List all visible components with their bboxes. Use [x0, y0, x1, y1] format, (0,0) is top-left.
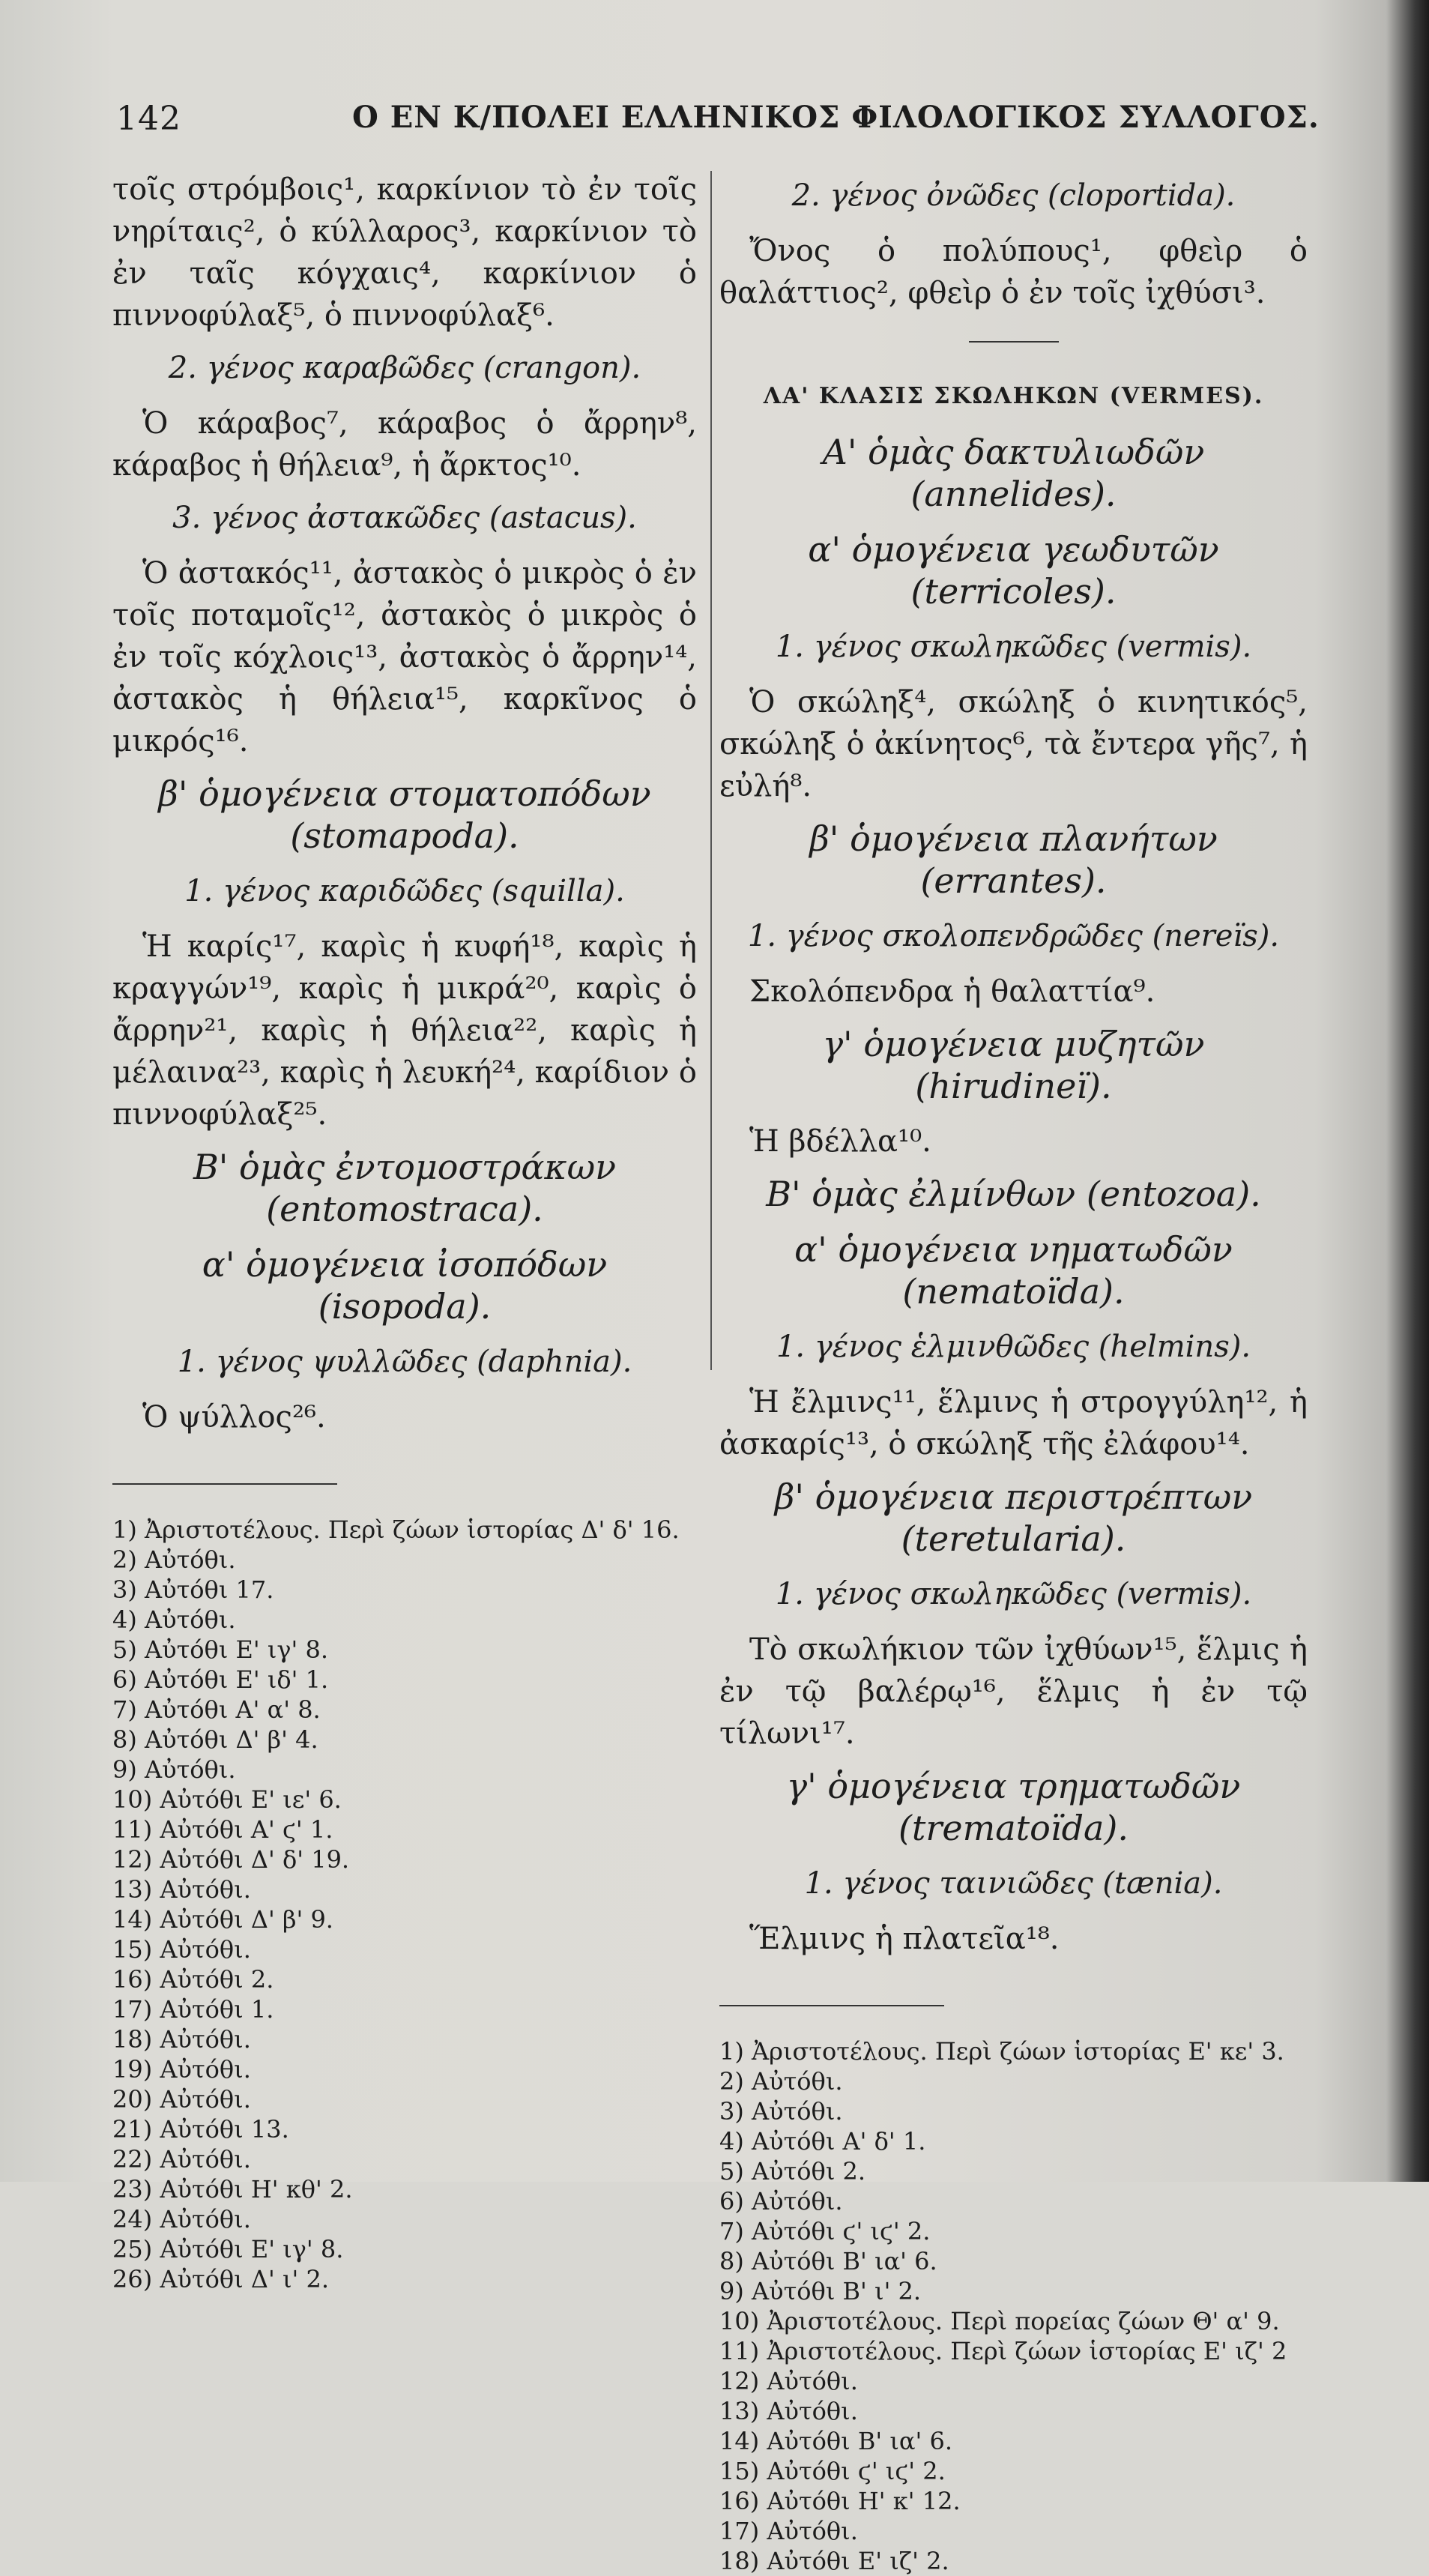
family-heading: α' ὁμογένεια γεωδυτῶν (terricoles). — [808, 529, 1219, 612]
order-heading: Α' ὁμὰς δακτυλιωδῶν (annelides). — [822, 432, 1205, 514]
family-heading: α' ὁμογένεια ἰσοπόδων (isopoda). — [202, 1244, 608, 1327]
right-column — [719, 169, 1308, 2576]
footnote-item: 5) Αὐτόθι 2. — [719, 2157, 866, 2186]
footnote-item: 10) Αὐτόθι Ε' ιε' 6. — [112, 1785, 342, 1814]
footnote-item: 9) Αὐτόθι. — [112, 1755, 236, 1784]
family-heading: γ' ὁμογένεια τρηματωδῶν (trematoïda). — [786, 1766, 1241, 1848]
footnote-item: 15) Αὐτόθι. — [112, 1935, 251, 1964]
footnote-item: 10) Ἀριστοτέλους. Περὶ πορείας ζώων Θ' α' 9. — [719, 2307, 1280, 2335]
footnote-item: 16) Αὐτόθι 2. — [112, 1965, 274, 1994]
footnote-item: 11) Αὐτόθι Α' ϛ' 1. — [112, 1815, 333, 1844]
paragraph: Τὸ σκωλήκιον τῶν ἰχθύων¹⁵, ἕλμις ἡ ἐν τῷ βαλέρῳ¹⁶, ἕλμις ἡ ἐν τῷ τίλωνι¹⁷. — [719, 1632, 1308, 1751]
footnote-item: 1) Ἀριστοτέλους. Περὶ ζώων ἱστορίας Ε' κε' 3. — [719, 2037, 1284, 2066]
footnote-item: 7) Αὐτόθι ϛ' ιϛ' 2. — [719, 2217, 931, 2245]
paragraph: Σκολόπενδρα ἡ θαλαττία⁹. — [749, 974, 1155, 1009]
footnote-item: 6) Αὐτόθι Ε' ιδ' 1. — [112, 1665, 329, 1694]
paragraph: Ὁ ἀστακός¹¹, ἀστακὸς ὁ μικρὸς ὁ ἐν τοῖς ποταμοῖς¹², ἀστακὸς ὁ μικρὸς ὁ ἐν τοῖς κόχλοις¹³, ἀστακὸς ὁ ἄρρην¹⁴, ἀστακὸς ἡ θήλεια¹⁵, καρκῖνος ὁ μικρός¹⁶. — [112, 556, 697, 758]
footnotes — [719, 2036, 1308, 2576]
family-heading: γ' ὁμογένεια μυζητῶν (hirudineï). — [822, 1024, 1205, 1106]
footnote-item: 25) Αὐτόθι Ε' ιγ' 8. — [112, 2235, 344, 2263]
footnote-item: 3) Αὐτόθι 17. — [112, 1575, 274, 1604]
column-divider — [710, 171, 712, 1370]
footnote-item: 12) Αὐτόθι Δ' δ' 19. — [112, 1845, 350, 1874]
genus-heading: 1. γένος σκολοπενδρῶδες (nereïs). — [747, 919, 1280, 953]
family-heading: β' ὁμογένεια στοματοπόδων (stomapoda). — [158, 773, 651, 856]
footnote-item: 18) Αὐτόθι. — [112, 2025, 251, 2054]
footnote-rule — [719, 2005, 944, 2006]
genus-heading: 1. γένος καριδῶδες (squilla). — [184, 874, 625, 908]
paragraph: Ὁ κάραβος⁷, κάραβος ὁ ἄρρην⁸, κάραβος ἡ θήλεια⁹, ἡ ἄρκτος¹⁰. — [112, 406, 697, 483]
family-heading: β' ὁμογένεια περιστρέπτων (teretularia). — [774, 1476, 1253, 1559]
paragraph: Ἕλμινς ἡ πλατεῖα¹⁸. — [749, 1922, 1060, 1956]
genus-heading: 1. γένος ταινιῶδες (tænia). — [804, 1866, 1223, 1901]
paragraph: Ὁ ψύλλος²⁶. — [142, 1400, 326, 1435]
genus-heading: 2. γένος καραβῶδες (crangon). — [168, 351, 641, 385]
footnote-item: 15) Αὐτόθι ϛ' ιϛ' 2. — [719, 2457, 946, 2485]
footnote-item: 7) Αὐτόθι Α' α' 8. — [112, 1695, 321, 1724]
order-heading: Β' ὁμὰς ἐλμίνθων (entozoa). — [766, 1174, 1261, 1214]
footnote-item: 8) Αὐτόθι Δ' β' 4. — [112, 1725, 318, 1754]
page-number: 142 — [116, 100, 181, 138]
footnote-item: 22) Αὐτόθι. — [112, 2145, 251, 2174]
paragraph: Ἡ καρίς¹⁷, καρὶς ἡ κυφή¹⁸, καρὶς ἡ κραγγών¹⁹, καρὶς ἡ μικρά²⁰, καρὶς ὁ ἄρρην²¹, καρὶς ἡ θήλεια²², καρὶς ἡ μέλαινα²³, καρὶς ἡ λευκή²⁴, καρίδιον ὁ πιννοφύλαξ²⁵. — [112, 929, 697, 1132]
footnote-item: 6) Αὐτόθι. — [719, 2187, 843, 2215]
paragraph: Ὄνος ὁ πολύπους¹, φθεὶρ ὁ θαλάττιος², φθεὶρ ὁ ἐν τοῖς ἰχθύσι³. — [719, 234, 1308, 310]
genus-heading: 1. γένος σκωληκῶδες (vermis). — [775, 1577, 1252, 1611]
footnote-item: 24) Αὐτόθι. — [112, 2205, 251, 2233]
footnote-item: 13) Αὐτόθι. — [112, 1875, 251, 1904]
footnote-item: 11) Ἀριστοτέλους. Περὶ ζώων ἱστορίας Ε' ιζ' 2 — [719, 2337, 1287, 2365]
paragraph: τοῖς στρόμβοις¹, καρκίνιον τὸ ἐν τοῖς νηρίταις², ὁ κύλλαρος³, καρκίνιον τὸ ἐν ταῖς κόγχαις⁴, καρκίνιον ὁ πιννοφύλαξ⁵, ὁ πιννοφύλαξ⁶. — [112, 172, 697, 333]
genus-heading: 1. γένος ψυλλῶδες (daphnia). — [177, 1345, 632, 1379]
footnote-item: 21) Αὐτόθι 13. — [112, 2115, 289, 2144]
genus-heading: 2. γένος ὀνῶδες (cloportida). — [791, 178, 1236, 213]
section-rule — [969, 341, 1059, 343]
footnote-item: 5) Αὐτόθι Ε' ιγ' 8. — [112, 1635, 329, 1664]
footnote-item: 19) Αὐτόθι. — [112, 2055, 251, 2084]
footnote-item: 3) Αὐτόθι. — [719, 2097, 843, 2126]
genus-heading: 1. γένος ἑλμινθῶδες (helmins). — [776, 1330, 1251, 1364]
footnote-item: 9) Αὐτόθι Β' ι' 2. — [719, 2277, 922, 2305]
footnote-item: 2) Αὐτόθι. — [112, 1545, 236, 1574]
footnote-item: 1) Ἀριστοτέλους. Περὶ ζώων ἱστορίας Δ' δ' 16. — [112, 1515, 680, 1544]
order-heading: Β' ὁμὰς ἐντομοστράκων (entomostraca). — [193, 1147, 617, 1229]
family-heading: β' ὁμογένεια πλανήτων (errantes). — [809, 818, 1218, 901]
footnote-item: 17) Αὐτόθι. — [719, 2517, 858, 2545]
family-heading: α' ὁμογένεια νηματωδῶν (nematoïda). — [794, 1229, 1233, 1312]
footnote-item: 17) Αὐτόθι 1. — [112, 1995, 274, 2024]
footnote-item: 23) Αὐτόθι Η' κθ' 2. — [112, 2175, 353, 2204]
left-column — [112, 169, 697, 2294]
paragraph: Ἡ βδέλλα¹⁰. — [749, 1124, 931, 1159]
footnote-item: 14) Αὐτόθι Δ' β' 9. — [112, 1905, 333, 1934]
genus-heading: 3. γένος ἀστακῶδες (astacus). — [172, 501, 637, 535]
journal-title: Ο ΕΝ Κ/ΠΟΛΕΙ ΕΛΛΗΝΙΚΟΣ ΦΙΛΟΛΟΓΙΚΟΣ ΣΥΛΛΟΓΟΣ. — [352, 100, 1320, 135]
footnote-item: 4) Αὐτόθι Α' δ' 1. — [719, 2127, 926, 2156]
paragraph: Ἡ ἔλμινς¹¹, ἕλμινς ἡ στρογγύλη¹², ἡ ἀσκαρίς¹³, ὁ σκώληξ τῆς ἐλάφου¹⁴. — [719, 1385, 1308, 1462]
footnote-item: 4) Αὐτόθι. — [112, 1605, 236, 1634]
footnote-item: 2) Αὐτόθι. — [719, 2067, 843, 2096]
footnotes — [112, 1515, 697, 2294]
footnote-item: 20) Αὐτόθι. — [112, 2085, 251, 2114]
running-header — [116, 94, 1320, 146]
footnote-item: 14) Αὐτόθι Β' ια' 6. — [719, 2427, 953, 2455]
footnote-item: 12) Αὐτόθι. — [719, 2367, 858, 2395]
footnote-rule — [112, 1483, 337, 1485]
genus-heading: 1. γένος σκωληκῶδες (vermis). — [775, 630, 1252, 664]
footnote-item: 18) Αὐτόθι Ε' ιζ' 2. — [719, 2547, 949, 2575]
footnote-item: 16) Αὐτόθι Η' κ' 12. — [719, 2487, 961, 2515]
footnote-item: 26) Αὐτόθι Δ' ι' 2. — [112, 2265, 330, 2293]
paragraph: Ὁ σκώληξ⁴, σκώληξ ὁ κινητικός⁵, σκώληξ ὁ ἀκίνητος⁶, τὰ ἔντερα γῆς⁷, ἡ εὐλή⁸. — [719, 685, 1308, 803]
class-heading: ΛΑ' ΚΛΑΣΙΣ ΣΚΩΛΗΚΩΝ (VERMES). — [763, 383, 1264, 409]
footnote-item: 13) Αὐτόθι. — [719, 2397, 858, 2425]
footnote-item: 8) Αὐτόθι Β' ια' 6. — [719, 2247, 937, 2275]
